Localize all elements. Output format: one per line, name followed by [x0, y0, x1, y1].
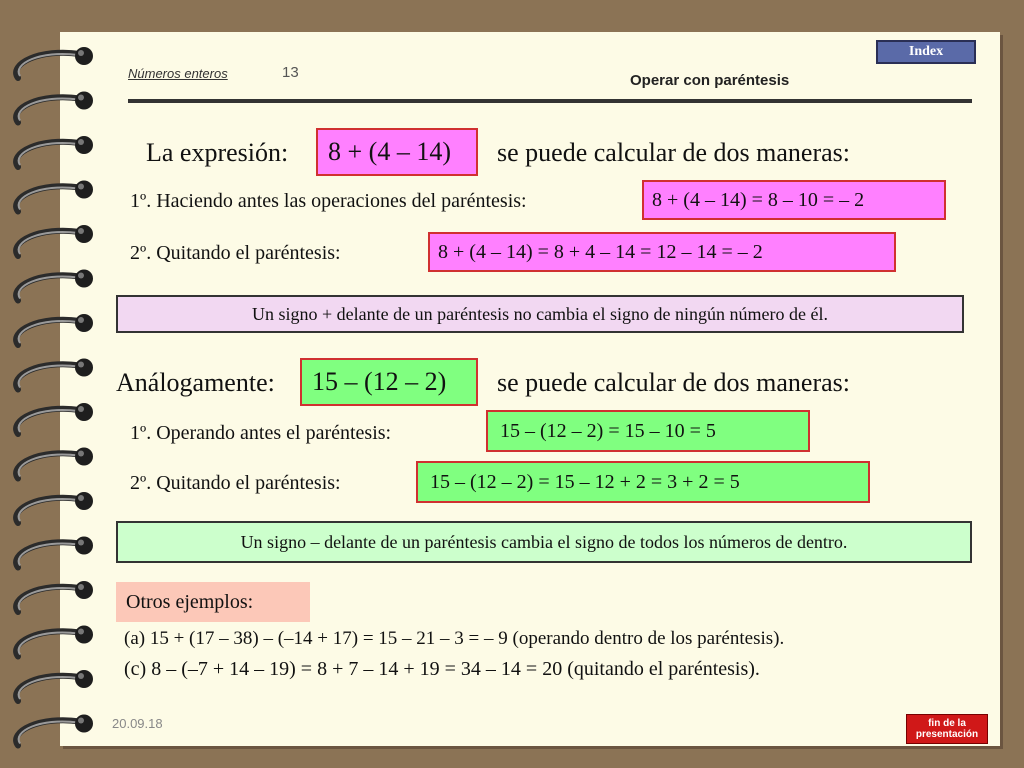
section2-step1-label: 1º. Operando antes el paréntesis:	[130, 422, 392, 444]
spiral-ring	[16, 492, 93, 523]
breadcrumb-link[interactable]: Números enteros	[128, 66, 228, 81]
examples-title: Otros ejemplos:	[116, 582, 310, 622]
section1-step1-label: 1º. Haciendo antes las operaciones del paréntesis:	[130, 190, 527, 212]
spiral-ring	[16, 225, 93, 256]
spiral-ring	[16, 47, 93, 78]
spiral-ring	[16, 136, 93, 167]
spiral-ring	[16, 448, 93, 479]
section2-step2-label: 2º. Quitando el paréntesis:	[130, 472, 341, 494]
spiral-ring	[16, 403, 93, 434]
footer-date: 20.09.18	[112, 716, 163, 731]
section2-intro: Análogamente:	[116, 368, 275, 397]
spiral-ring	[16, 537, 93, 568]
spiral-ring	[16, 181, 93, 212]
spiral-ring	[16, 92, 93, 123]
end-button-line1: fin de la	[928, 718, 966, 729]
spiral-ring	[16, 715, 93, 746]
section2-expression: 15 – (12 – 2)	[300, 358, 478, 406]
page-number: 13	[282, 64, 299, 81]
section2-step2-result: 15 – (12 – 2) = 15 – 12 + 2 = 3 + 2 = 5	[416, 461, 870, 503]
spiral-binding	[0, 0, 110, 768]
spiral-ring	[16, 270, 93, 301]
section2-rule: Un signo – delante de un paréntesis cambia el signo de todos los números de dentro.	[116, 521, 972, 563]
section2-step1-result: 15 – (12 – 2) = 15 – 10 = 5	[486, 410, 810, 452]
section1-tail: se puede calcular de dos maneras:	[497, 138, 851, 167]
spiral-ring	[16, 314, 93, 345]
example-a: (a) 15 + (17 – 38) – (–14 + 17) = 15 – 21 – 3 = – 9 (operando dentro de los paréntesis).	[124, 628, 785, 649]
spiral-ring	[16, 359, 93, 390]
section1-expression: 8 + (4 – 14)	[316, 128, 478, 176]
spiral-ring	[16, 670, 93, 701]
section1-rule: Un signo + delante de un paréntesis no cambia el signo de ningún número de él.	[116, 295, 964, 333]
example-c: (c) 8 – (–7 + 14 – 19) = 8 + 7 – 14 + 19 = 34 – 14 = 20 (quitando el paréntesis).	[124, 658, 760, 680]
section1-step2-label: 2º. Quitando el paréntesis:	[130, 242, 341, 264]
section1-step1-result: 8 + (4 – 14) = 8 – 10 = – 2	[642, 180, 946, 220]
header-divider	[128, 99, 972, 103]
section1-step2-result: 8 + (4 – 14) = 8 + 4 – 14 = 12 – 14 = – 2	[428, 232, 896, 272]
section2-tail: se puede calcular de dos maneras:	[497, 368, 851, 397]
spiral-ring	[16, 581, 93, 612]
end-presentation-button[interactable]	[906, 714, 988, 744]
end-button-line2: presentación	[915, 729, 979, 740]
index-button[interactable]: Index	[876, 40, 976, 64]
spiral-ring	[16, 626, 93, 657]
section1-intro: La expresión:	[146, 138, 289, 167]
page-subtitle: Operar con paréntesis	[630, 72, 790, 89]
